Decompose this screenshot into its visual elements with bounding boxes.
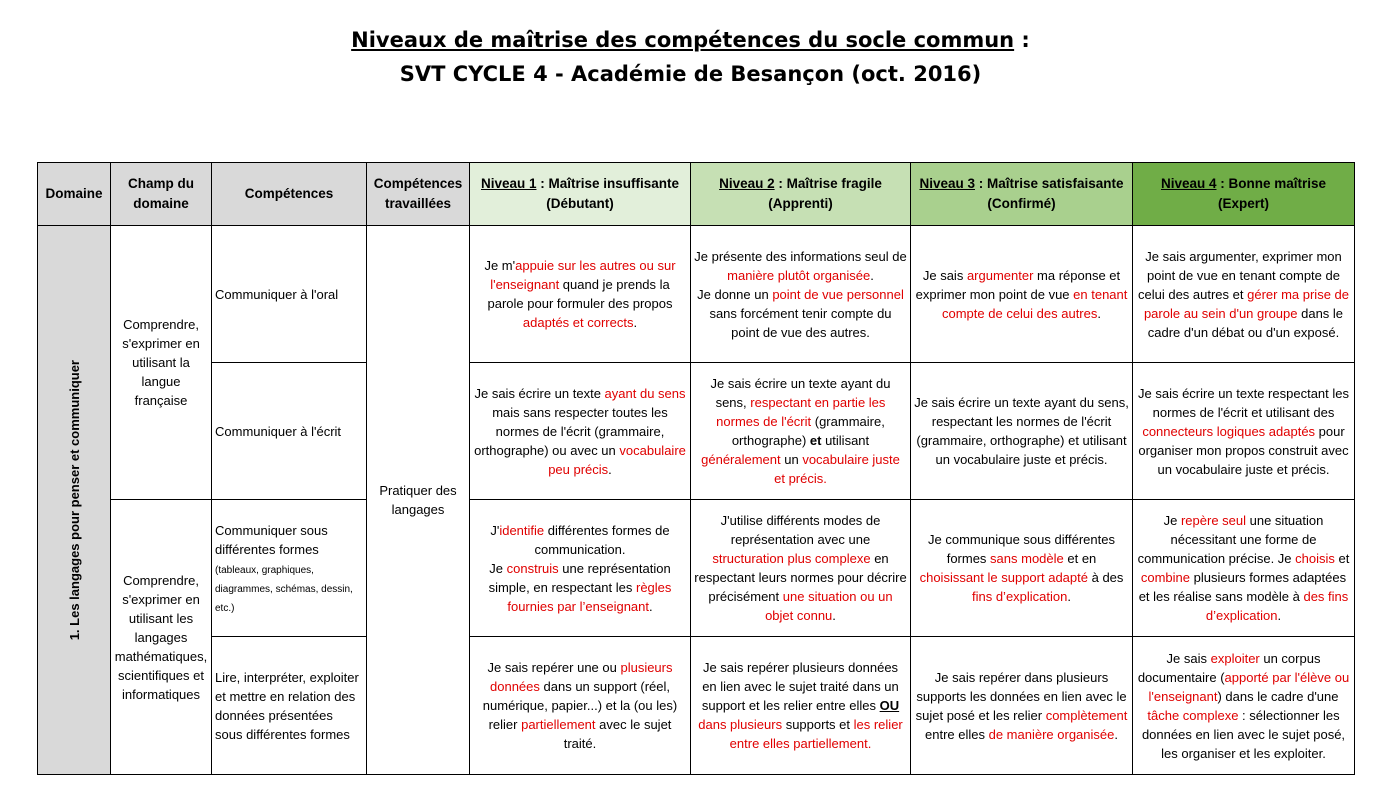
header-domaine: Domaine — [38, 163, 111, 226]
cell-text: . — [1067, 589, 1071, 604]
cell-text: Je — [1163, 513, 1181, 528]
highlighted-text: en tenant compte de celui des autres — [942, 286, 1128, 321]
cell-r4-n2 — [691, 637, 911, 775]
niveau-2-title: : Maîtrise fragile — [774, 176, 882, 191]
highlighted-text: les relier entre elles partiellement. — [729, 717, 903, 751]
highlighted-text: repère seul — [1180, 513, 1247, 528]
table-row — [38, 637, 1355, 775]
niveau-3-label: Niveau 3 — [919, 176, 975, 191]
cell-text: Je sais écrire un texte ayant du sens, respectant les normes de l'écrit (grammaire, orthographe) et utilisant un vocabulaire juste et précis. — [914, 395, 1129, 467]
highlighted-text: généralement — [701, 452, 781, 467]
cell-text: : sélectionner les données en lien avec le sujet posé, les organiser et les exploiter. — [1141, 707, 1346, 761]
cell-r4-n3 — [911, 637, 1133, 775]
cell-r3-n3 — [911, 500, 1133, 637]
cell-r1-n2 — [691, 226, 911, 363]
page-subtitle: SVT CYCLE 4 - Académie de Besançon (oct. 2016) — [399, 62, 982, 86]
field-cell-1: Comprendre, s'exprimer en utilisant la langue française — [111, 226, 212, 500]
cell-r2-n2 — [691, 363, 911, 500]
cell-text: un — [780, 452, 803, 467]
highlighted-text: exploiter — [1210, 650, 1260, 666]
cell-text: ) dans le cadre d'une — [1217, 688, 1339, 704]
domain-cell — [38, 226, 111, 775]
highlighted-text: construis — [506, 560, 559, 576]
highlighted-text: structuration plus complexe — [712, 551, 871, 566]
table-row — [38, 500, 1355, 637]
page-title-main: Niveaux de maîtrise des compétences du socle commun — [351, 28, 1015, 52]
cell-text: Je communique sous différentes formes — [928, 532, 1115, 566]
header-niveau-3 — [911, 163, 1133, 226]
highlighted-text: manière plutôt organisée — [727, 267, 871, 283]
highlighted-text: gérer ma prise de parole au sein d'un groupe — [1143, 286, 1349, 321]
field-cell-2: Comprendre, s'exprimer en utilisant les langages mathématiques, scientifiques et informatiques — [111, 500, 212, 775]
competency-table — [37, 162, 1355, 775]
highlighted-text: complètement — [1045, 707, 1128, 723]
highlighted-text: identifie — [499, 522, 545, 538]
cell-text: Je sais repérer dans plusieurs supports les données en lien avec le sujet posé et les relier — [915, 669, 1127, 723]
cell-text: supports et — [782, 717, 854, 732]
cell-text: Je présente des informations seul de — [694, 248, 907, 264]
cell-text: . — [608, 461, 612, 477]
cell-r3-n1 — [470, 500, 691, 637]
cell-text: Je sais — [922, 267, 967, 283]
cell-r2-n1 — [470, 363, 691, 500]
highlighted-text: partiellement — [521, 717, 596, 732]
cell-text: Je sais écrire un texte respectant les normes de l'écrit et utilisant des — [1138, 385, 1349, 420]
highlighted-text: ayant du sens — [604, 385, 686, 401]
highlighted-text: choisissant le support adapté — [919, 570, 1088, 585]
cell-text: OU — [879, 698, 900, 713]
cell-text: utilisant — [821, 433, 870, 448]
niveau-1-sub: (Débutant) — [546, 196, 614, 211]
domain-label: 1. Les langages pour penser et communiquer — [66, 359, 82, 641]
cell-r3-n2 — [691, 500, 911, 637]
cell-text: Je sais repérer plusieurs données en lien avec le sujet traité dans un support et les relier entre elles — [701, 660, 899, 713]
niveau-3-title: : Maîtrise satisfaisante — [974, 176, 1124, 191]
cell-text: . — [633, 315, 638, 330]
niveau-3-sub: (Confirmé) — [987, 196, 1056, 211]
highlighted-text: connecteurs logiques adaptés — [1142, 423, 1316, 439]
cell-text: Je sais argumenter, exprimer mon point de vue en tenant compte de celui des autres et — [1137, 248, 1342, 302]
highlighted-text: de manière organisée — [988, 726, 1115, 742]
cell-text: Je donne un — [697, 286, 773, 302]
cell-text: ma réponse et exprimer mon point de vue — [915, 267, 1121, 302]
cell-text: une situation nécessitant une forme de communication précise. Je — [1137, 513, 1324, 566]
header-niveau-2 — [691, 163, 911, 226]
header-niveau-4 — [1133, 163, 1355, 226]
cell-r1-n1 — [470, 226, 691, 363]
highlighted-text: tâche complexe — [1147, 707, 1239, 723]
highlighted-text: vocabulaire juste et précis. — [774, 452, 900, 486]
highlighted-text: dans plusieurs — [698, 717, 783, 732]
cell-text: . — [1277, 608, 1282, 623]
cell-text: mais sans respecter toutes les normes de l'écrit (grammaire, orthographe) ou avec un — [474, 404, 668, 458]
cell-text: une représentation simple, en respectant les — [488, 560, 671, 595]
cell-r2-n4 — [1133, 363, 1355, 500]
cell-text: Je — [489, 560, 507, 576]
cell-r4-n1 — [470, 637, 691, 775]
worked-competence: Pratiquer des langages — [367, 226, 470, 775]
highlighted-text: apporté par l'élève ou l'enseignant — [1148, 669, 1350, 704]
competence-oral: Communiquer à l'oral — [212, 226, 367, 363]
highlighted-text: point de vue personnel — [772, 286, 904, 302]
highlighted-text: vocabulaire peu précis — [548, 442, 686, 477]
highlighted-text: fins d’explication — [971, 589, 1068, 604]
highlighted-text: combine — [1140, 570, 1191, 585]
niveau-2-label: Niveau 2 — [719, 176, 775, 191]
highlighted-text: choisis — [1295, 551, 1335, 566]
cell-text: un corpus documentaire ( — [1137, 650, 1321, 685]
cell-text: dans un support (réel, numérique, papier...) et la (ou les) relier — [482, 679, 678, 732]
highlighted-text: argumenter — [966, 267, 1034, 283]
competence-donnees: Lire, interpréter, exploiter et mettre en relation des données présentées sous différentes formes — [212, 637, 367, 775]
niveau-4-sub: (Expert) — [1217, 196, 1269, 211]
cell-r4-n4 — [1133, 637, 1355, 775]
niveau-4-title: : Bonne maîtrise — [1216, 176, 1327, 191]
cell-text: J'utilise différents modes de représentation avec une — [720, 513, 881, 547]
cell-text: . — [832, 608, 836, 623]
cell-text: à des — [1087, 570, 1124, 585]
cell-text: . — [649, 598, 653, 614]
header-champ: Champ du domaine — [111, 163, 212, 226]
table-row — [38, 363, 1355, 500]
cell-text: et — [1334, 551, 1350, 566]
cell-text: différentes formes de communication. — [534, 522, 670, 557]
niveau-2-sub: (Apprenti) — [768, 196, 833, 211]
highlighted-text: règles fournies par l’enseignant — [507, 579, 672, 614]
competence-ecrit: Communiquer à l'écrit — [212, 363, 367, 500]
page-title — [0, 28, 1381, 52]
cell-text: entre elles — [925, 726, 989, 742]
cell-r2-n3 — [911, 363, 1133, 500]
niveau-1-title: : Maîtrise insuffisante — [536, 176, 680, 191]
niveau-4-label: Niveau 4 — [1160, 176, 1217, 191]
cell-r3-n4 — [1133, 500, 1355, 637]
highlighted-text: des fins d’explication — [1205, 589, 1349, 623]
cell-text: . — [1114, 726, 1118, 742]
cell-text: sans forcément tenir compte du point de vue des autres. — [709, 305, 892, 340]
cell-text: (grammaire, orthographe) — [731, 414, 885, 448]
table-row — [38, 226, 1355, 363]
cell-text: dans le cadre d'un débat ou d'un exposé. — [1147, 305, 1344, 340]
cell-text: et — [809, 433, 822, 448]
highlighted-text: sans modèle — [990, 551, 1064, 566]
highlighted-text: appuie sur les autres ou sur l'enseignant — [490, 258, 676, 292]
cell-r1-n3 — [911, 226, 1133, 363]
header-competences: Compétences — [212, 163, 367, 226]
cell-text: . — [1097, 305, 1101, 321]
cell-text: . — [870, 267, 874, 283]
cell-text: Je sais — [1166, 650, 1211, 666]
cell-text: Je sais repérer une ou — [487, 660, 621, 675]
page-title-suffix: : — [1014, 28, 1030, 52]
competence-formes — [212, 500, 367, 637]
highlighted-text: une situation ou un objet connu — [765, 589, 893, 623]
cell-r1-n4 — [1133, 226, 1355, 363]
cell-text: et en — [1063, 551, 1097, 566]
cell-text: Je sais écrire un texte ayant du sens, — [710, 376, 891, 410]
cell-text: avec le sujet traité. — [563, 717, 672, 751]
competence-formes-detail: (tableaux, graphiques, diagrammes, schémas, dessin, etc.) — [215, 564, 353, 614]
highlighted-text: adaptés et corrects — [522, 315, 634, 330]
niveau-1-label: Niveau 1 — [480, 176, 537, 191]
cell-text: quand je prends la parole pour formuler des propos — [487, 277, 673, 311]
header-niveau-1 — [470, 163, 691, 226]
cell-text: Je m' — [484, 258, 516, 273]
highlighted-text: plusieurs données — [490, 660, 673, 694]
cell-text: pour organiser mon propos construit avec un vocabulaire juste et précis. — [1138, 423, 1349, 477]
header-travaillees: Compétences travaillées — [367, 163, 470, 226]
cell-text: en respectant leurs normes pour décrire précisément — [694, 551, 907, 604]
cell-text: Je sais écrire un texte — [474, 385, 605, 401]
competence-formes-label: Communiquer sous différentes formes — [215, 522, 328, 557]
cell-text: J' — [490, 522, 500, 538]
highlighted-text: respectant en partie les normes de l'écrit — [716, 395, 886, 429]
header-row — [38, 163, 1355, 226]
cell-text: plusieurs formes adaptées et les réalise sans modèle à — [1138, 570, 1347, 604]
